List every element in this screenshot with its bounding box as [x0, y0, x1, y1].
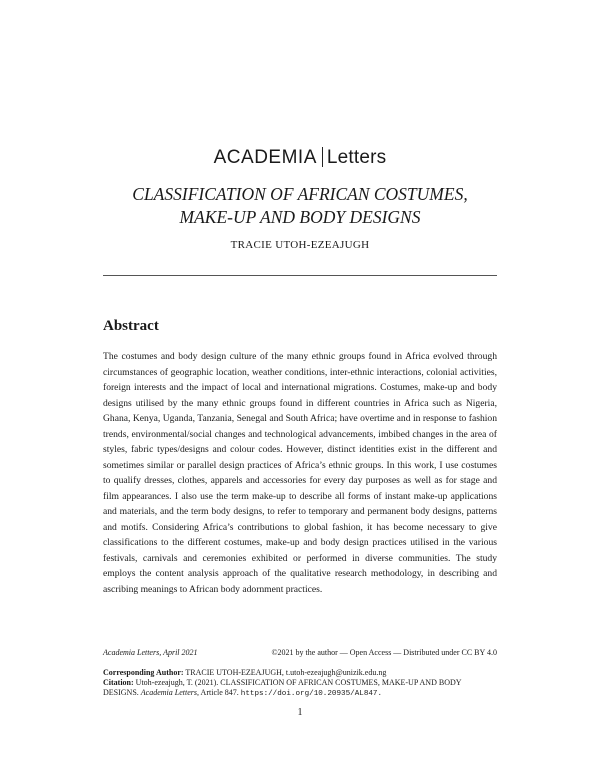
journal-date: Academia Letters, April 2021 — [103, 648, 198, 657]
page-number: 1 — [297, 707, 303, 718]
citation-text: Utoh-ezeajugh, T. (2021). CLASSIFICATION OF AFRICAN COSTUMES, MAKE-UP AND BODY DESIGNS. — [103, 678, 462, 697]
abstract-heading: Abstract — [103, 318, 159, 334]
brand-separator — [322, 147, 323, 167]
citation-journal: Academia Letters — [140, 688, 197, 697]
corresponding-text: TRACIE UTOH-EZEAJUGH, t.utoh-ezeajugh@unizik.edu.ng — [185, 668, 387, 677]
citation-doi-link[interactable]: https://doi.org/10.20935/AL847. — [240, 690, 383, 698]
abstract-body: The costumes and body design culture of the many ethnic groups found in Africa evolved through circumstances of geographic location, weather conditions, inter-ethnic interactions, colonial activities, foreign interests and the impact of local and international migrations. Costumes, make-up and body designs utilised by the many ethnic groups found in different countries in Africa such as Nigeria, Ghana, Kenya, Uganda, Tanzania, Senegal and South Africa; have overtime and in response to fashion trends, environmental/social changes and technological advancements, imbibed changes in the area of styles, fabric types/designs and colour codes. However, distinct identities exist in the different and sometimes similar or parallel design practices of Africa’s ethnic groups. In this work, I use costumes to qualify dresses, clothes, apparels and accessories for every day purposes as well as for stage and film appearances. I also use the term make-up to describe all forms of instant make-up applications and materials, and the term body designs, to refer to temporary and permanent body designs, patterns and motifs. Considering Africa’s contributions to global fashion, it has become necessary to give classifications to the different costumes, make-up and body design practices utilised in the various festivals, carnivals and ceremonies exhibited or performed in diverse communities. The study employs the content analysis approach of the qualitative research methodology, in describing and ascribing meanings to African body adornment practices. — [103, 351, 497, 595]
footer-line — [103, 648, 497, 657]
corresponding-author — [103, 668, 497, 678]
title-line-1: CLASSIFICATION OF AFRICAN COSTUMES, — [132, 184, 468, 204]
brand-section: Letters — [326, 147, 387, 168]
article-metadata — [103, 668, 497, 699]
license-text: ©2021 by the author — Open Access — Distributed under CC BY 4.0 — [271, 648, 497, 657]
brand-name: ACADEMIA — [213, 147, 317, 168]
citation-label: Citation: — [103, 678, 134, 687]
title-divider — [103, 275, 497, 276]
academia-letters-logo — [0, 147, 600, 169]
citation-article: , Article 847. — [197, 688, 239, 697]
title-line-2: MAKE-UP AND BODY DESIGNS — [179, 207, 421, 227]
corresponding-label: Corresponding Author: — [103, 668, 184, 677]
author-name: TRACIE UTOH-EZEAJUGH — [230, 239, 370, 251]
paper-title — [0, 183, 600, 229]
citation — [103, 678, 497, 699]
